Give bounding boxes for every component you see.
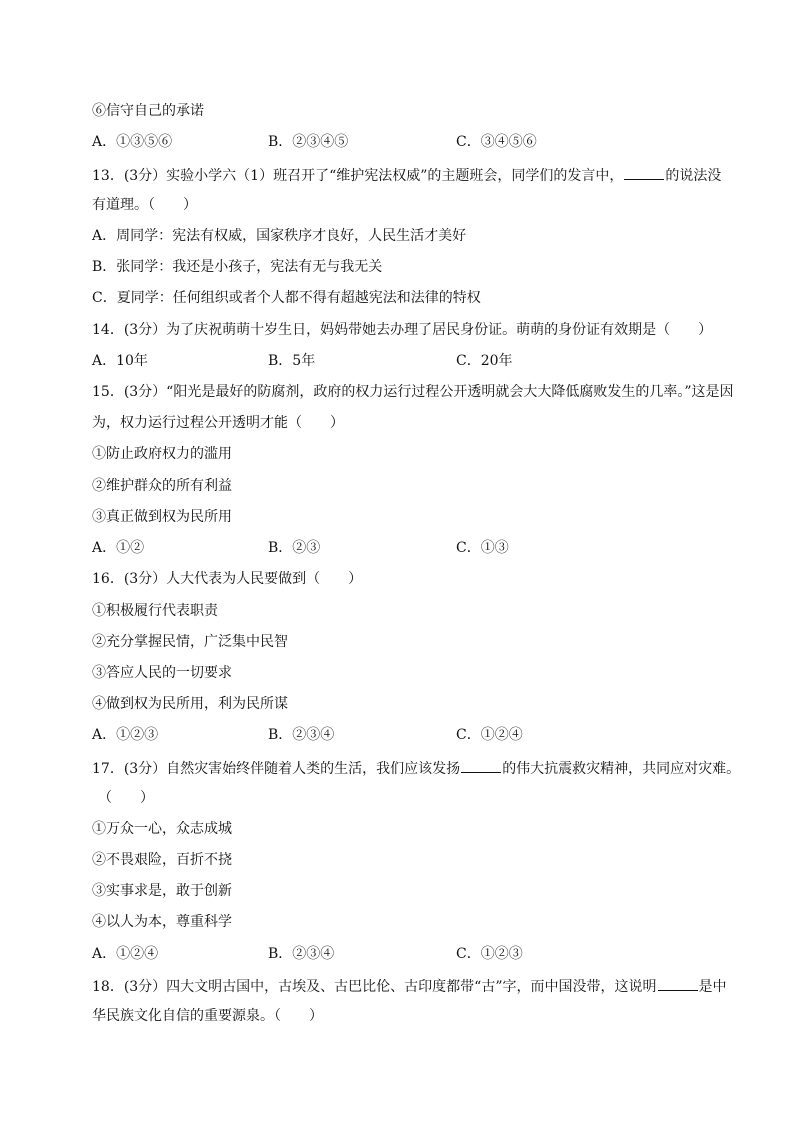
q17-blank [461,758,501,773]
q18-stem-cont: 华民族文化自信的重要源泉。（ ） [92,1008,323,1024]
q14-option-a[interactable]: A．10年 [92,353,148,369]
q13-option-b[interactable]: B．张同学：我还是小孩子，宪法有无与我无关 [92,259,383,275]
q17-stem-part1: 17．(3分）自然灾害始终伴随着人类的生活，我们应该发扬 [92,761,461,777]
q16-option-b[interactable]: B．②③④ [268,727,335,743]
q17-item-4: ④以人为本，尊重科学 [92,914,232,930]
q15-option-c[interactable]: C．①③ [456,540,509,556]
q18-blank [658,976,698,991]
q16-item-1: ①积极履行代表职责 [92,603,218,619]
q15-option-b[interactable]: B．②③ [268,540,321,556]
q16-option-c[interactable]: C．①②④ [456,727,523,743]
q12-option-b[interactable]: B．②③④⑤ [268,134,349,150]
q13-stem-cont: 有道理。（ ） [92,197,197,213]
q15-item-3: ③真正做到权为民所用 [92,509,232,525]
q16-item-2: ②充分掌握民情，广泛集中民智 [92,634,288,650]
q15-item-2: ②维护群众的所有利益 [92,478,232,494]
q15-stem-cont: 为，权力运行过程公开透明才能（ ） [92,415,344,431]
q13-stem [92,165,721,185]
q15-option-a[interactable]: A．①② [92,540,145,556]
q17-option-b[interactable]: B．②③④ [268,946,335,962]
q17-option-c[interactable]: C．①②③ [456,946,523,962]
q13-blank [624,165,664,180]
q17-item-2: ②不畏艰险，百折不挠 [92,852,232,868]
q13-option-c[interactable]: C．夏同学：任何组织或者个人都不得有超越宪法和法律的特权 [92,290,481,306]
q14-stem: 14．(3分）为了庆祝萌萌十岁生日，妈妈带她去办理了居民身份证。萌萌的身份证有效期是（ ） [92,322,713,338]
q16-item-3: ③答应人民的一切要求 [92,665,232,681]
q15-stem: 15．(3分）“阳光是最好的防腐剂，政府的权力运行过程公开透明就会大大降低腐败发生的几率。”这是因 [92,384,734,400]
q14-option-b[interactable]: B．5年 [268,353,316,369]
q16-item-4: ④做到权为民所用，利为民所谋 [92,696,288,712]
q14-option-c[interactable]: C．20年 [456,353,513,369]
q18-stem-part1: 18．(3分）四大文明古国中，古埃及、古巴比伦、古印度都带“古”字，而中国没带，这说明 [92,979,657,995]
q16-stem: 16．(3分）人大代表为人民要做到（ ） [92,571,363,587]
q13-option-a[interactable]: A．周同学：宪法有权威，国家秩序才良好，人民生活才美好 [92,228,467,244]
q15-item-1: ①防止政府权力的滥用 [92,446,232,462]
q13-stem-part2: 的说法没 [665,168,722,184]
q13-stem-part1: 13．(3分）实验小学六（1）班召开了“维护宪法权威”的主题班会，同学们的发言中， [92,168,624,184]
q17-option-a[interactable]: A．①②④ [92,946,159,962]
q17-stem-part2: 的伟大抗震救灾精神，共同应对灾难。 [502,761,741,777]
q16-option-a[interactable]: A．①②③ [92,727,159,743]
q17-item-3: ③实事求是，敢于创新 [92,883,232,899]
q12-option-c[interactable]: C．③④⑤⑥ [456,134,537,150]
q17-stem [92,758,740,778]
q18-stem [92,976,727,996]
q17-item-1: ①万众一心，众志成城 [92,821,232,837]
q12-item-6: ⑥信守自己的承诺 [92,103,204,119]
q17-stem-cont: （ ） [98,790,154,806]
q18-stem-part2: 是中 [698,979,727,995]
q12-option-a[interactable]: A．①③⑤⑥ [92,134,173,150]
